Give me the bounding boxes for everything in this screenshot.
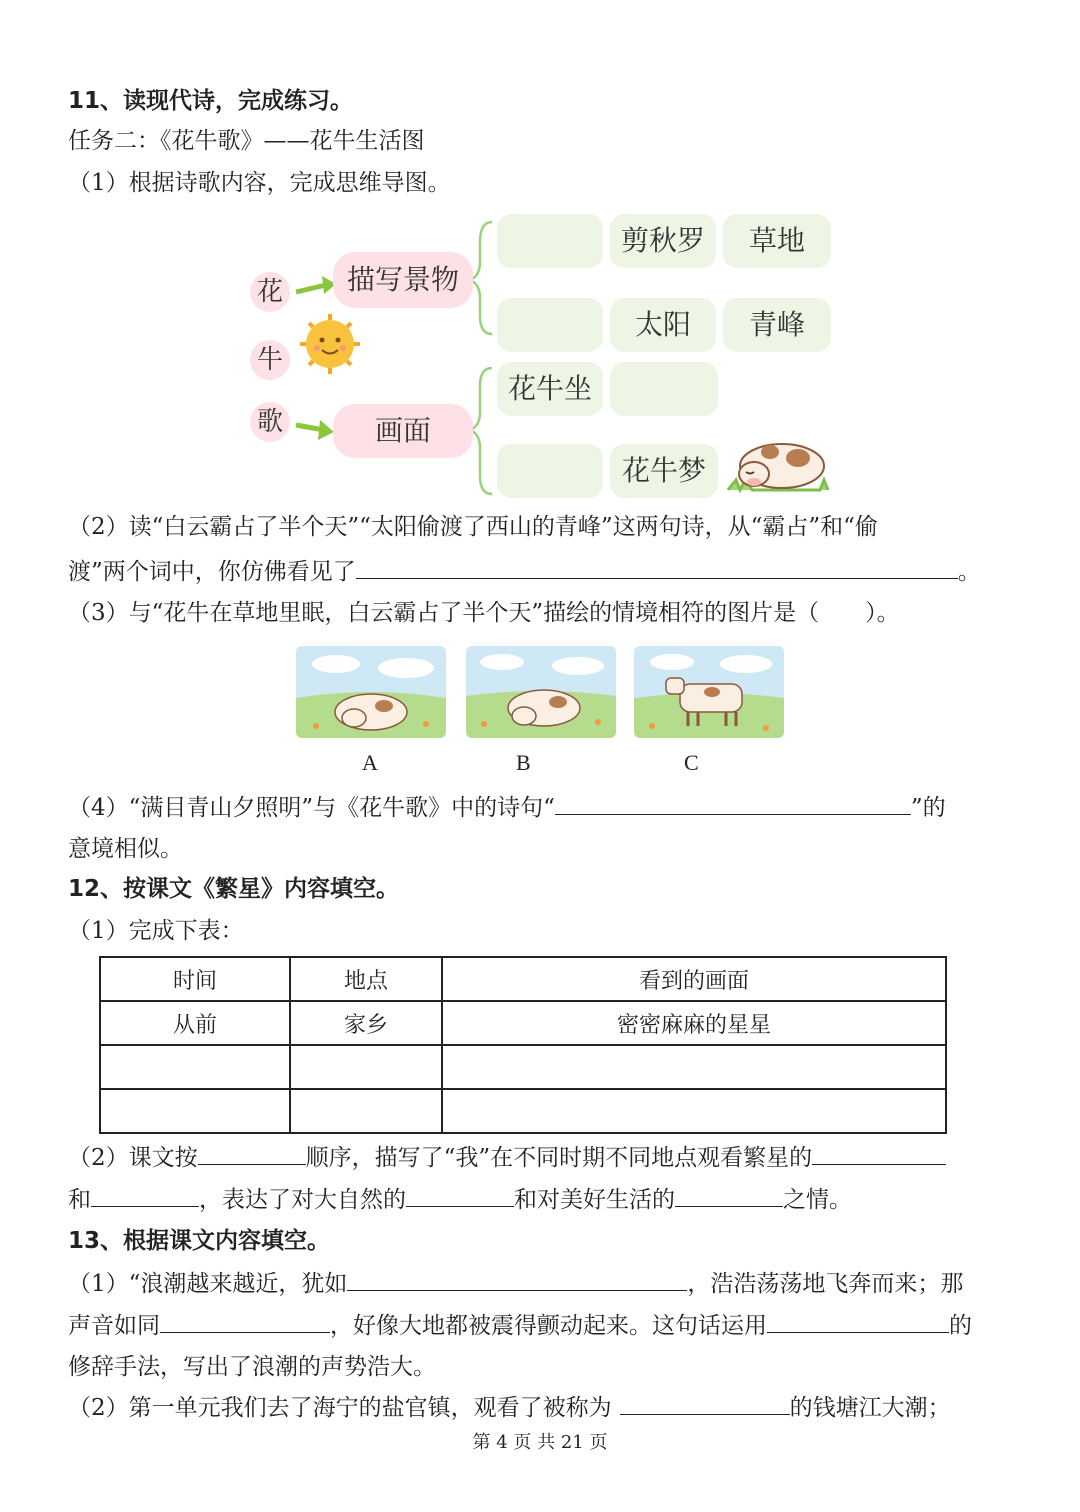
stars-table xyxy=(99,956,947,1134)
table-cell-blank[interactable] xyxy=(290,1089,442,1133)
q13-blank-2[interactable] xyxy=(160,1310,330,1333)
table-header-cell: 看到的画面 xyxy=(442,957,946,1001)
table-header-cell: 时间 xyxy=(100,957,290,1001)
table-row[interactable] xyxy=(100,1045,946,1089)
q13-part1-text: 的 xyxy=(949,1313,972,1339)
mindmap-node-picture: 画面 xyxy=(333,404,473,458)
q13-part1-line2 xyxy=(68,1310,972,1341)
q11-part4-text: （4）“满目青山夕照明”与《花牛歌》中的诗句“ xyxy=(68,795,555,821)
q13-part2-text: （2）第一单元我们去了海宁的盐官镇，观看了被称为 xyxy=(68,1395,612,1421)
q12-part2-line1 xyxy=(68,1142,946,1173)
q13-part1-text: ，好像大地都被震得颤动起来。这句话运用 xyxy=(330,1313,767,1339)
q12-part2-line2 xyxy=(68,1184,852,1215)
table-cell-blank[interactable] xyxy=(100,1089,290,1133)
q11-part2-text: 渡”两个词中，你仿佛看见了 xyxy=(68,559,356,585)
q11-part2-blank[interactable] xyxy=(356,556,958,579)
q11-part2-line2 xyxy=(68,556,981,587)
q11-part2-line1: （2）读“白云霸占了半个天”“太阳偷渡了西山的青峰”这两句诗，从“霸占”和“偷 xyxy=(68,514,878,540)
q12-blank-2[interactable] xyxy=(91,1184,199,1207)
table-cell-blank[interactable] xyxy=(442,1045,946,1089)
q12-part2-text: 和 xyxy=(68,1187,91,1213)
table-row[interactable] xyxy=(100,1089,946,1133)
q12-part1: （1）完成下表： xyxy=(68,918,244,944)
table-row xyxy=(100,1001,946,1045)
q11-part2-end: 。 xyxy=(957,559,981,585)
mindmap-blank-1[interactable] xyxy=(497,214,603,268)
q11-task: 任务二：《花牛歌》——花牛生活图 xyxy=(68,128,425,154)
q12-part2-text: 之情。 xyxy=(783,1187,852,1213)
table-cell: 家乡 xyxy=(290,1001,442,1045)
picture-c[interactable] xyxy=(634,646,784,738)
q13-part1-text: （1）“浪潮越来越近，犹如 xyxy=(68,1271,348,1297)
q11-part4-text-end: ”的 xyxy=(910,795,946,821)
q12-title: 12、按课文《繁星》内容填空。 xyxy=(68,876,400,902)
q13-blank-4[interactable] xyxy=(620,1392,790,1415)
q11-part1: （1）根据诗歌内容，完成思维导图。 xyxy=(68,170,451,196)
mindmap-box-huaniuzuo: 花牛坐 xyxy=(497,362,603,416)
q13-title: 13、根据课文内容填空。 xyxy=(68,1228,331,1254)
picture-label-b: B xyxy=(516,750,531,775)
table-cell-blank[interactable] xyxy=(100,1045,290,1089)
q12-blank-order[interactable] xyxy=(198,1142,306,1165)
mindmap-box-jianqiuluo: 剪秋罗 xyxy=(610,214,716,268)
q12-blank-3[interactable] xyxy=(406,1184,514,1207)
table-header-row xyxy=(100,957,946,1001)
mindmap-box-caodi: 草地 xyxy=(723,214,831,268)
q12-blank-1[interactable] xyxy=(812,1142,946,1165)
q11-part4-line1 xyxy=(68,792,946,823)
q13-part1-line1 xyxy=(68,1268,963,1299)
table-cell: 从前 xyxy=(100,1001,290,1045)
sun-icon xyxy=(300,314,360,374)
q13-part1-text: ，浩浩荡荡地飞奔而来；那 xyxy=(687,1271,964,1297)
q13-part2-text: 的钱塘江大潮； xyxy=(789,1395,951,1421)
arrow-icon xyxy=(296,285,326,292)
q13-blank-1[interactable] xyxy=(347,1268,687,1291)
mindmap-box-qingfeng: 青峰 xyxy=(723,298,831,352)
picture-label-c: C xyxy=(684,750,699,775)
q11-part3: （3）与“花牛在草地里眠，白云霸占了半个天”描绘的情境相符的图片是（ ）。 xyxy=(68,600,900,626)
q11-part4-blank[interactable] xyxy=(555,792,911,815)
q11-title: 11、读现代诗，完成练习。 xyxy=(68,88,354,114)
mindmap-box-taiyang: 太阳 xyxy=(610,298,716,352)
table-header-cell: 地点 xyxy=(290,957,442,1001)
mindmap-box-huaniumeng: 花牛梦 xyxy=(610,444,718,498)
mindmap-char-niu: 牛 xyxy=(250,340,290,380)
q12-part2-text: 顺序，描写了“我”在不同时期不同地点观看繁星的 xyxy=(305,1145,813,1171)
q12-part2-text: 和对美好生活的 xyxy=(514,1187,675,1213)
q13-blank-3[interactable] xyxy=(767,1310,949,1333)
q13-part2 xyxy=(68,1392,951,1423)
q12-part2-text: ，表达了对大自然的 xyxy=(199,1187,406,1213)
mindmap-blank-4[interactable] xyxy=(497,444,603,498)
table-cell-blank[interactable] xyxy=(290,1045,442,1089)
mindmap-blank-2[interactable] xyxy=(497,298,603,352)
page-footer: 第 4 页 共 21 页 xyxy=(472,1432,608,1453)
picture-b[interactable] xyxy=(466,646,616,738)
picture-label-a: A xyxy=(362,750,378,775)
q11-part4-line2: 意境相似。 xyxy=(68,836,183,862)
sleeping-cow-icon xyxy=(726,430,830,496)
mindmap-blank-3[interactable] xyxy=(610,362,718,416)
q12-blank-4[interactable] xyxy=(675,1184,783,1207)
q13-part1-line3: 修辞手法，写出了浪潮的声势浩大。 xyxy=(68,1354,436,1380)
table-cell-blank[interactable] xyxy=(442,1089,946,1133)
q13-part1-text: 声音如同 xyxy=(68,1313,160,1339)
mind-map xyxy=(0,0,1080,500)
q12-part2-text: （2）课文按 xyxy=(68,1145,198,1171)
picture-a[interactable] xyxy=(296,646,446,738)
table-cell: 密密麻麻的星星 xyxy=(442,1001,946,1045)
mindmap-char-hua: 花 xyxy=(250,272,290,312)
mindmap-node-scenery: 描写景物 xyxy=(333,252,473,308)
mindmap-char-ge: 歌 xyxy=(250,402,290,442)
